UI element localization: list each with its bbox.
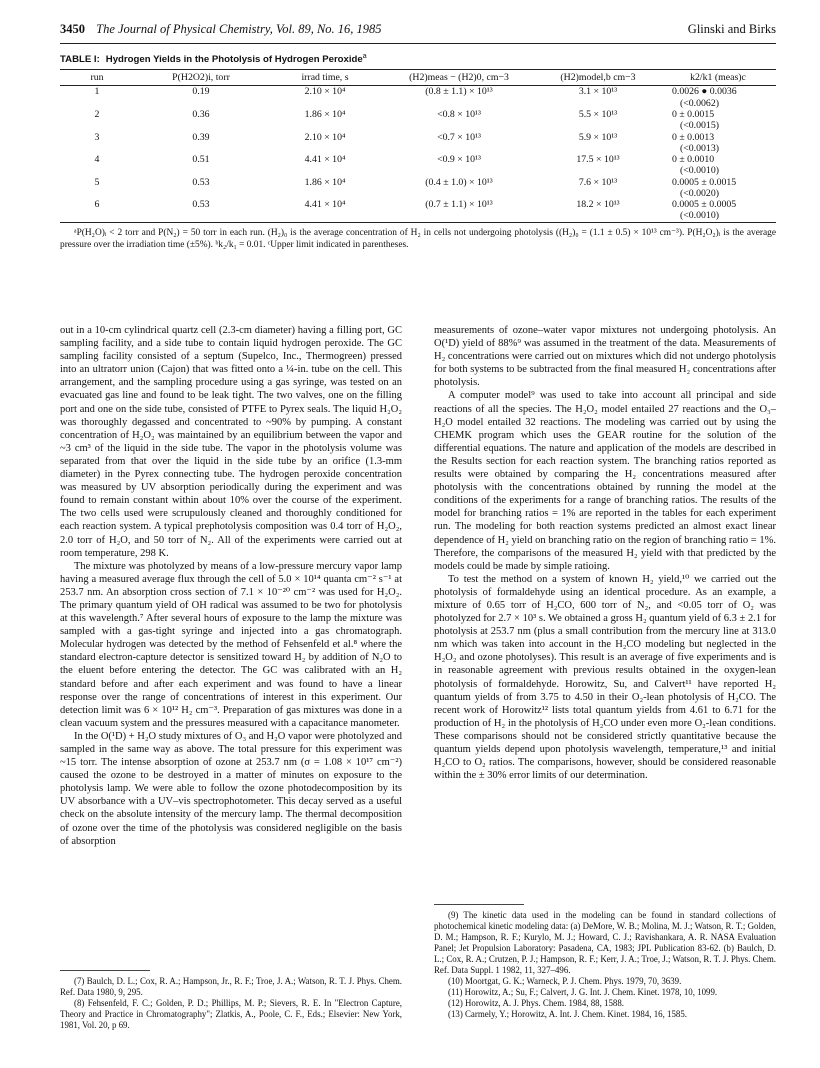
body-paragraph: A computer model⁹ was used to take into account all principal and side reactions of all the species. The H₂O₂ model entailed 27 reactions and the O₃–H₂O model entailed 32 reactions. The modeling was carried out by using the CHEMK program which uses the GEAR routine for the solution of the differential equations. The nature and application of the models are described in the Results section for each reaction system. The branching ratios reported as results were obtained by comparing the H₂ concentrations measured after photolysis with the concentrations obtained by running the model at the conditions of the experiments for a range of branching ratios. The results of the model for branching ratios = 1% are reported in the tables for each experiment run. The modeling for both reaction systems predicted an almost exact linear dependence of H₂ yield on branching ratio on the region of branching ratio = 1%. Therefore, the comparisons of the measured H₂ yield with that predicted by the models could be made by simple ratioing. [434, 390, 776, 572]
hydrogen-yields-table [60, 69, 776, 222]
col-header-run: run [90, 72, 104, 84]
table-cell-meas: (0.4 ± 1.0) × 10¹³ [425, 176, 493, 188]
table-cell-run: 2 [94, 108, 100, 120]
table-cell-time: 4.41 × 10⁴ [304, 199, 346, 211]
table-row [60, 132, 776, 155]
ratio-upper-limit: (<0.0010) [680, 165, 719, 177]
col-header-h2-model: (H2)model,b cm−3 [560, 72, 636, 84]
table-cell-time: 2.10 × 10⁴ [304, 131, 346, 143]
table-cell-p: 0.36 [192, 108, 210, 120]
footnote-rule [434, 904, 524, 905]
table-row [60, 199, 776, 222]
table-label: TABLE I: [60, 54, 100, 66]
ratio-value: 0 ± 0.0013 [672, 131, 715, 143]
table-cell-ratio [660, 86, 776, 109]
table-cell-p: 0.39 [192, 131, 210, 143]
body-column-left [60, 324, 402, 848]
table-cell-run: 6 [94, 199, 100, 211]
body-columns [60, 324, 776, 1059]
journal-citation: The Journal of Physical Chemistry, Vol. 89, No. 16, 1985 [96, 22, 382, 36]
body-paragraph: The mixture was photolyzed by means of a low-pressure mercury vapor lamp having a measured average flux through the cell of 5.0 × 10¹⁴ quanta cm⁻² s⁻¹ at 253.7 nm. An absorption cross section of 7.1 × 10⁻²⁰ cm⁻² was used for H₂O₂. The primary quantum yield of OH radical was assumed to be two for photolysis at this wavelength.⁷ After several hours of exposure to the lamp the mixture was sampled with a gas-tight syringe and injected into a gas chromatograph. Molecular hydrogen was detected by the method of Fehsenfeld et al.⁸ where the standard electron-capture detector is sensitized toward H₂ by addition of N₂O to the eluent before entering the detector. The GC was calibrated with an H₂ standard before and after each experiment and was found to have a linear response over the range of concentrations of interest in this experiment. Our detection limit was 6 × 10¹² H₂ cm⁻³. Preparation of gas mixtures was done in a clean vacuum system and the pressures measured with a capacitance manometer. [60, 560, 402, 729]
footnote-rule [60, 970, 150, 971]
table-cell-p: 0.19 [192, 86, 210, 98]
table-row [60, 86, 776, 109]
ratio-value: 0.0026 ● 0.0036 [672, 86, 737, 98]
table-row [60, 109, 776, 132]
ratio-value: 0 ± 0.0010 [672, 154, 715, 166]
ratio-upper-limit: (<0.0015) [680, 120, 719, 132]
references-right [434, 904, 776, 1020]
table-cell-meas: <0.8 × 10¹³ [437, 108, 481, 120]
table-cell-model: 17.5 × 10¹³ [576, 154, 620, 166]
running-head [60, 22, 776, 40]
header-rule [60, 43, 776, 44]
table-cell-p: 0.53 [192, 176, 210, 188]
reference-item: (10) Moortgat, G. K.; Warneck, P. J. Chem. Phys. 1979, 70, 3639. [448, 976, 682, 986]
ratio-upper-limit: (<0.0062) [680, 97, 719, 109]
table-body [60, 86, 776, 222]
table-cell-ratio [660, 132, 776, 155]
table-cell-model: 5.5 × 10¹³ [578, 108, 618, 120]
table-caption [60, 53, 776, 65]
running-head-left [60, 22, 382, 37]
table-row [60, 154, 776, 177]
reference-item: (11) Horowitz, A.; Su, F.; Calvert, J. G. Int. J. Chem. Kinet. 1978, 10, 1099. [448, 987, 718, 997]
col-header-k-ratio: k2/k1 (meas)c [690, 72, 746, 84]
ratio-upper-limit: (<0.0010) [680, 210, 719, 222]
table-title-note: a [362, 53, 367, 60]
table-cell-time: 4.41 × 10⁴ [304, 154, 346, 166]
col-header-h2-measured: (H2)meas − (H2)0, cm−3 [409, 72, 509, 84]
table-row [60, 177, 776, 200]
table-footnotes: ᵃP(H₂O)ᵢ < 2 torr and P(N₂) = 50 torr in each run. (H₂)₀ is the average concentration of H₂ in cells not undergoing photolysis ((H₂)₀ = (1.1 ± 0.5) × 10¹³ cm⁻³). P(H₂O₂)ᵢ is the average pressure over the irradiation time (±5%). ᵇk₂/k₁ = 0.01. ᶜUpper limit indicated in parentheses. [60, 227, 776, 250]
table-cell-ratio [660, 154, 776, 177]
col-header-pressure: P(H2O2)i, torr [172, 72, 230, 84]
table-cell-meas: <0.7 × 10¹³ [437, 131, 481, 143]
body-column-right [434, 324, 776, 782]
author-names: Glinski and Birks [687, 22, 776, 36]
ratio-upper-limit: (<0.0020) [680, 187, 719, 199]
reference-item: (9) The kinetic data used in the modeling can be found in standard collections of photochemical kinetic modeling data: (a) DeMore, W. B.; Molina, M. J.; Watson, R. T.; Golden, D. M.; Hampson, R. F.; Kurylo, M. J.; Howard, C. J.; Ravishankara, A. R. NASA Evaluation Panel; Jet Propulsion Laboratory: Pasadena, CA, 1983; JPL Publication 83-62. (b) Baulch, D. L.; Cox, R. A.; Crutzen, P. J.; Hampson, R. F.; Kerr, J. A.; Troe, J.; Watson, R. T. J. Phys. Chem. Ref. Data Suppl. 1 1982, 11, 327–496. [434, 910, 776, 975]
table-cell-run: 1 [94, 86, 100, 98]
ratio-value: 0.0005 ± 0.0015 [672, 176, 737, 188]
table-cell-ratio [660, 199, 776, 222]
table-title: Hydrogen Yields in the Photolysis of Hydrogen Peroxide [105, 54, 363, 66]
table-cell-model: 18.2 × 10¹³ [576, 199, 620, 211]
table-cell-model: 3.1 × 10¹³ [578, 86, 618, 98]
table-cell-run: 3 [94, 131, 100, 143]
table-cell-meas: (0.7 ± 1.1) × 10¹³ [425, 199, 493, 211]
page-number: 3450 [60, 22, 85, 36]
ratio-upper-limit: (<0.0013) [680, 142, 719, 154]
journal-page [60, 22, 776, 1030]
table-cell-meas: (0.8 ± 1.1) × 10¹³ [425, 86, 493, 98]
body-paragraph: measurements of ozone–water vapor mixtures not undergoing photolysis. An O(¹D) yield of 88%⁹ was assumed in the treatment of the data. Measurements of H₂ concentrations were carried out on mixtures which did not undergo photolysis for both systems to be subtracted from the final measured H₂ concentrations after photolysis. [434, 325, 776, 389]
table-cell-run: 5 [94, 176, 100, 188]
table-cell-ratio [660, 177, 776, 200]
table-cell-time: 2.10 × 10⁴ [304, 86, 346, 98]
body-paragraph: out in a 10-cm cylindrical quartz cell (2.3-cm diameter) having a filling port, GC sampling facility, and a side tube to contain liquid hydrogen peroxide. The GC sampling facility consisted of a septum (Supelco, Inc., Thermogreen) pressed into an ultratorr union (Cajon) that was fitted onto a ¼-in. tube on the cell. This arrangement, and the sampling procedure using a gas syringe, was tested on an evacuated gas line and found to be leak tight. The two valves, one on the filling port and one on the side tube, consisted of PTFE to Pyrex seals. The liquid H₂O₂ was thoroughly degassed and concentrated to ~90% by pumping. A constant concentration of H₂O₂ was maintained by an equilibrium between the vapor and ~3 cm³ of the liquid in the side tube. The vapor in the photolysis volume was separated from that over the liquid in the side tube by an orifice (1.3-mm diameter) in the Pyrex connecting tube. The hydrogen peroxide concentration was measured by UV absorption periodically during the experiment and was found to remain constant within about 10% over the course of the experiment. The two cells used were scrupulously cleaned and thoroughly conditioned for each reaction system. A typical prephotolysis composition was 0.4 torr of H₂O₂, 2.0 torr of H₂O, and 50 torr of N₂. All of the experiments were carried out at room temperature, 298 K. [60, 325, 402, 559]
col-header-irrad-time: irrad time, s [301, 72, 349, 84]
reference-item: (13) Carmely, Y.; Horowitz, A. Int. J. Chem. Kinet. 1984, 16, 1585. [448, 1009, 688, 1019]
table-cell-model: 5.9 × 10¹³ [578, 131, 618, 143]
ratio-value: 0.0005 ± 0.0005 [672, 199, 737, 211]
table-header-row [60, 70, 776, 86]
table-cell-p: 0.53 [192, 199, 210, 211]
table-cell-time: 1.86 × 10⁴ [304, 108, 346, 120]
table-cell-ratio [660, 109, 776, 132]
reference-item: (8) Fehsenfeld, F. C.; Golden, P. D.; Phillips, M. P.; Sievers, R. E. In "Electron Capture, Theory and Practice in Chromatography"; Zlatkis, A., Poole, C. F., Eds.; Elsevier: New York, 1981, Vol. 20, p 69. [60, 998, 402, 1030]
table-cell-time: 1.86 × 10⁴ [304, 176, 346, 188]
references-left [60, 970, 402, 1031]
table-cell-p: 0.51 [192, 154, 210, 166]
table-cell-model: 7.6 × 10¹³ [578, 176, 618, 188]
reference-item: (7) Baulch, D. L.; Cox, R. A.; Hampson, Jr., R. F.; Troe, J. A.; Watson, R. T. J. Phys. Chem. Ref. Data 1980, 9, 295. [60, 976, 402, 997]
body-paragraph: To test the method on a system of known H₂ yield,¹⁰ we carried out the photolysis of formaldehyde using an identical procedure. As an example, a mixture of 0.65 torr of H₂CO, 600 torr of N₂, and <0.05 torr of O₂ was photolyzed for 2.7 × 10³ s. We obtained a gross H₂ quantum yield of 6.3 ± 2.1 for photolysis at 253.7 nm (plus a small contribution from the mercury line at 313.0 nm which was taken into account in the H₂CO modeling but neglected in the H₂O₂ and ozone photolyses). This result is an average of five experiments and is in reasonable agreement with previous results obtained in the oxygen-lean photolysis of formaldehyde. Horowitz, Su, and Calvert¹¹ have reported H₂ quantum yields of from 3.75 to 4.50 in their O₂-lean photolysis of H₂CO. The recent work of Horowitz¹² lists total quantum yields from 4.61 to 6.71 for the production of H₂ in the photolysis of H₂CO under even more O₂-lean conditions. These comparisons should not be considered strictly quantitative because the quantum yields depend upon photolysis wavelength, temperature,¹³ and initial H₂CO to O₂ ratios. The comparisons, however, should be considered reasonable within the ± 30% error limits of our determination. [434, 573, 776, 782]
table-cell-run: 4 [94, 154, 100, 166]
table-cell-meas: <0.9 × 10¹³ [437, 154, 481, 166]
body-paragraph: In the O(¹D) + H₂O study mixtures of O₃ and H₂O vapor were photolyzed and sampled in the same way as above. The total pressure for this experiment was ~15 torr. The intense absorption of ozone at 253.7 nm (σ = 1.08 × 10¹⁷ cm⁻²) caused the ozone to be destroyed in a matter of minutes on exposure to the photolysis lamp. We were able to follow the ozone photodecomposition by its UV absorbance with a UV–vis spectrophotometer. This decay served as a useful check on the absolute intensity of the mercury lamp. The thermal decomposition of ozone over the time of the photolysis was considered negligible on the basis of absorption [60, 730, 402, 847]
ratio-value: 0 ± 0.0015 [672, 108, 715, 120]
reference-item: (12) Horowitz, A. J. Phys. Chem. 1984, 88, 1588. [448, 998, 625, 1008]
